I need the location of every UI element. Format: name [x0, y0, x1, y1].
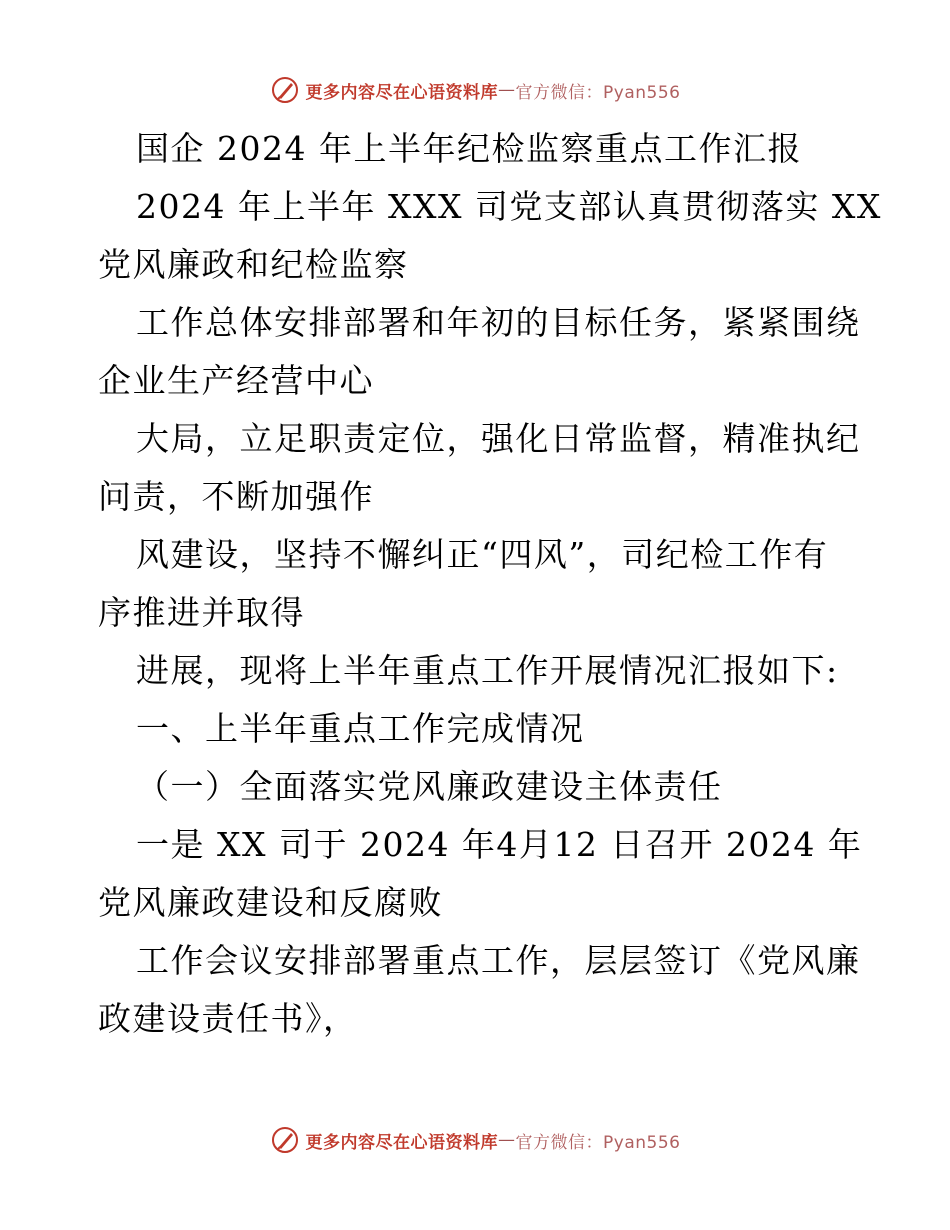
footer-watermark	[0, 1124, 950, 1156]
wechat-text: 官方微信：Pyan556	[515, 82, 681, 103]
text-line: 工作会议安排部署重点工作，层层签订《党风廉	[136, 941, 861, 980]
text-line: 党风廉政和纪检监察	[98, 245, 409, 284]
text-line: 党风廉政建设和反腐败	[98, 883, 443, 922]
text-line: 工作总体安排部署和年初的目标任务，紧紧围绕	[136, 303, 861, 342]
document-title: 国企 2024 年上半年纪检监察重点工作汇报	[136, 129, 802, 168]
source-text: 更多内容尽在心语资料库	[305, 82, 499, 103]
document-body	[98, 120, 882, 1048]
text-line: 一是 XX 司于 2024 年4月12 日召开 2024 年	[136, 825, 863, 864]
text-line: 序推进并取得	[98, 593, 305, 632]
section-heading: 一、上半年重点工作完成情况	[136, 709, 585, 748]
text-line: 企业生产经营中心	[98, 361, 374, 400]
text-line: 风建设，坚持不懈纠正“四风”，司纪检工作有	[136, 535, 829, 574]
text-line: 问责，不断加强作	[98, 477, 374, 516]
wechat-text: 官方微信：Pyan556	[515, 1132, 681, 1153]
text-line: 大局，立足职责定位，强化日常监督，精准执纪	[136, 419, 861, 458]
subsection-heading: （一）全面落实党风廉政建设主体责任	[136, 767, 723, 806]
separator: —	[498, 1130, 516, 1150]
header-watermark	[0, 74, 950, 106]
text-line: 进展，现将上半年重点工作开展情况汇报如下:	[136, 651, 839, 690]
quill-logo-icon	[270, 75, 300, 105]
text-line: 政建设责任书》，	[98, 999, 358, 1038]
quill-logo-icon	[270, 1125, 300, 1155]
text-line: 2024 年上半年 XXX 司党支部认真贯彻落实 XX	[136, 187, 882, 226]
separator: —	[498, 80, 516, 100]
source-text: 更多内容尽在心语资料库	[305, 1132, 499, 1153]
